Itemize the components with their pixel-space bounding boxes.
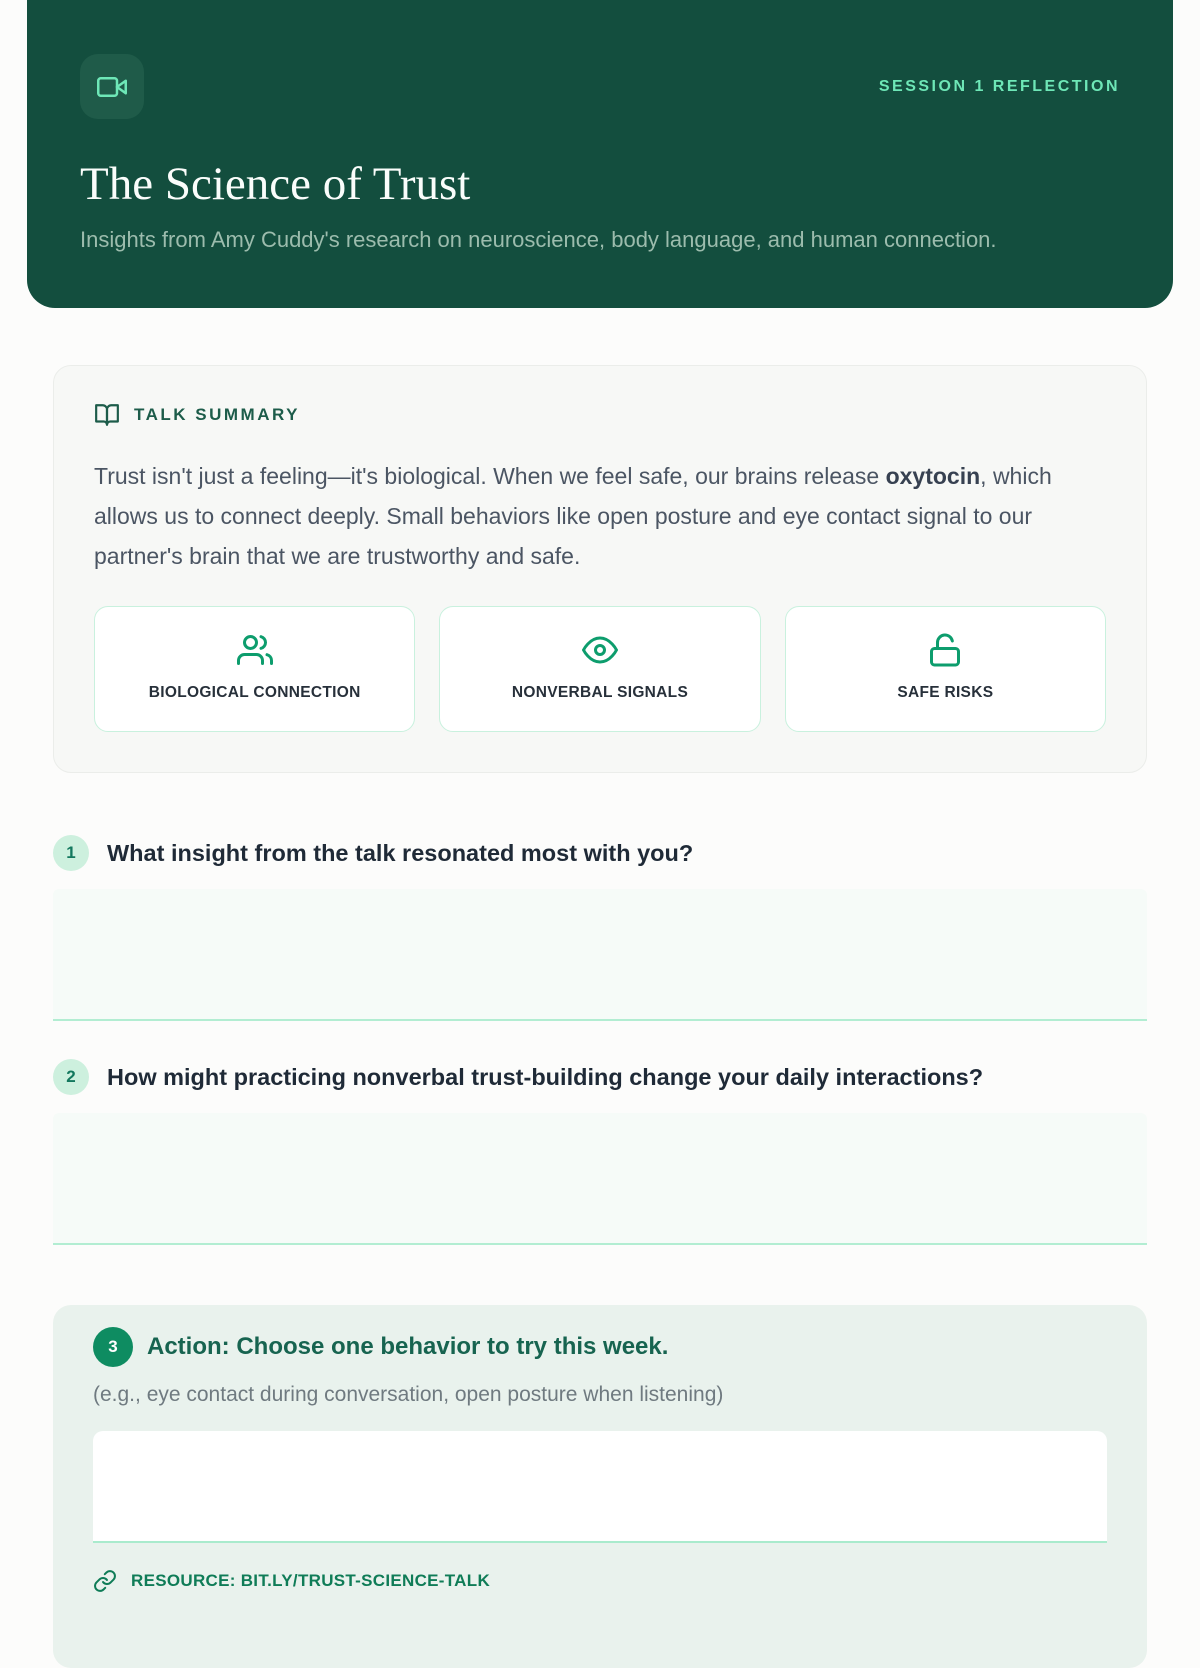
concept-card-nonverbal-signals xyxy=(439,606,760,732)
page-subtitle: Insights from Amy Cuddy's research on neuroscience, body language, and human connection. xyxy=(80,227,997,252)
question-2-number-badge: 2 xyxy=(53,1059,89,1095)
question-1-header xyxy=(53,835,1147,871)
concept-card-biological-connection xyxy=(94,606,415,732)
bold-keyword: oxytocin xyxy=(885,463,981,489)
question-1-number-badge: 1 xyxy=(53,835,89,871)
question-1-answer-input[interactable] xyxy=(53,889,1147,1021)
question-1-text: What insight from the talk resonated most with you? xyxy=(107,839,694,866)
concept-cards-row xyxy=(94,606,1106,732)
header-top-row xyxy=(80,54,1120,119)
question-1-block xyxy=(53,835,1147,1021)
talk-summary-card xyxy=(53,365,1147,773)
resource-link[interactable] xyxy=(93,1569,490,1593)
concept-card-label: NONVERBAL SIGNALS xyxy=(511,684,689,701)
question-2-text: How might practicing nonverbal trust-building change your daily interactions? xyxy=(107,1063,984,1090)
action-heading: Action: Choose one behavior to try this week. xyxy=(147,1333,669,1360)
concept-card-label: BIOLOGICAL CONNECTION xyxy=(148,684,361,701)
talk-summary-paragraph: Trust isn't just a feeling—it's biological. When we feel safe, our brains release oxytocin, which allows us to connect deeply. Small behaviors like open posture and eye contact signal to our partner's brain that we are trustworthy and safe. xyxy=(94,463,1052,569)
concept-card-label: SAFE RISKS xyxy=(897,684,994,701)
session-badge: SESSION 1 REFLECTION xyxy=(878,77,1120,95)
eye-icon xyxy=(450,632,749,668)
action-hint-text: (e.g., eye contact during conversation, open posture when listening) xyxy=(93,1383,724,1406)
talk-summary-heading-row xyxy=(94,402,1106,428)
unlock-icon xyxy=(796,632,1095,668)
users-icon xyxy=(105,632,404,668)
action-header-row xyxy=(93,1327,1107,1367)
action-behavior-input[interactable] xyxy=(93,1431,1107,1543)
question-2-block xyxy=(53,1059,1147,1245)
concept-card-safe-risks xyxy=(785,606,1106,732)
resource-link-label: RESOURCE: BIT.LY/TRUST-SCIENCE-TALK xyxy=(131,1571,491,1590)
video-camera-icon xyxy=(97,72,127,102)
action-number-badge: 3 xyxy=(93,1327,133,1367)
action-section xyxy=(53,1305,1147,1668)
main-content xyxy=(53,365,1147,1668)
page-title: The Science of Trust xyxy=(80,158,471,210)
question-2-header xyxy=(53,1059,1147,1095)
question-2-answer-input[interactable] xyxy=(53,1113,1147,1245)
link-icon xyxy=(93,1569,117,1593)
video-icon-badge xyxy=(80,54,144,119)
book-open-icon xyxy=(94,402,120,428)
talk-summary-heading: TALK SUMMARY xyxy=(134,405,300,424)
header-banner xyxy=(27,0,1173,308)
